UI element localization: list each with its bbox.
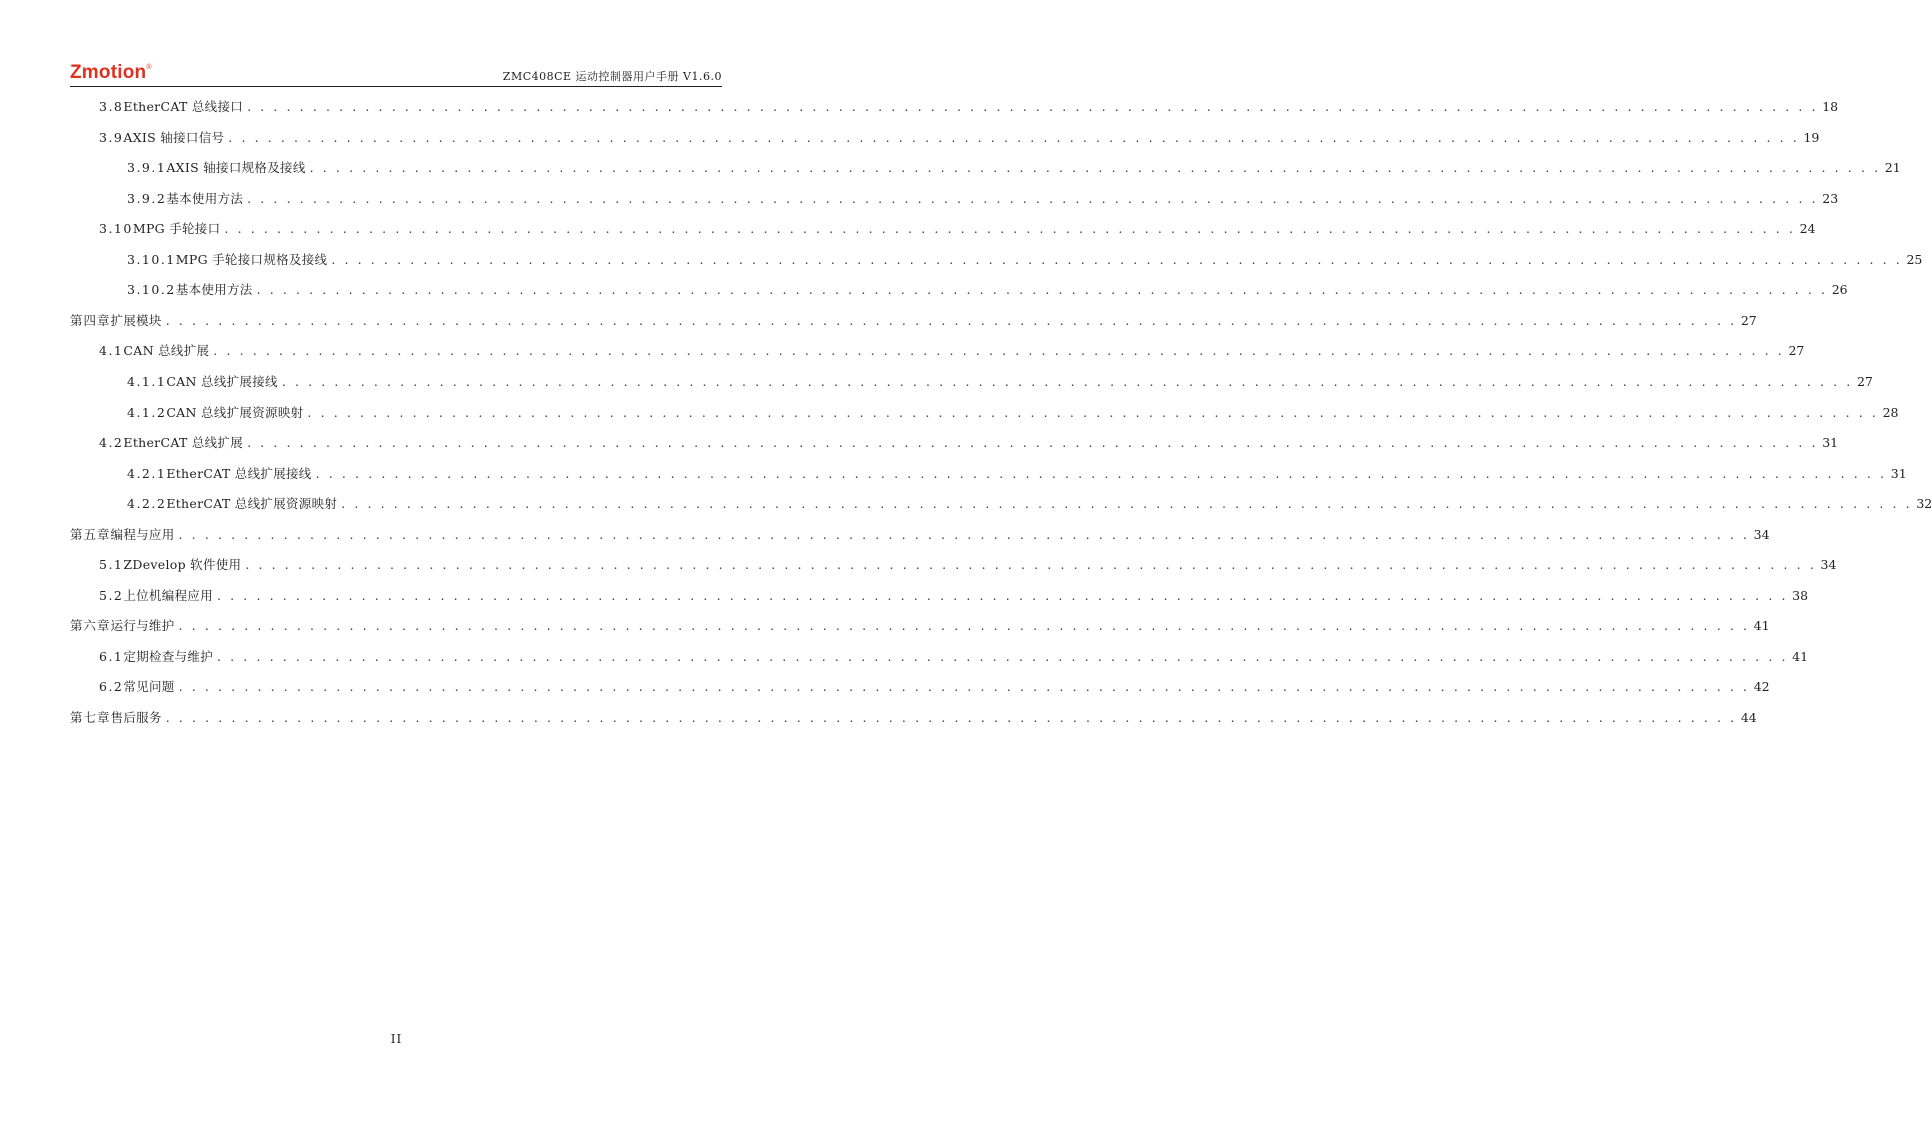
toc-dot-leader: . . . . . . . . . . . . . . . . . . . . . . . . . . . . . . . . . . . . . . . . . . . . . . . . . . . . . . . . . . . . . . . . . . . . . . . . . . . . . . . . . . . . . . . . . . . . . . . . . . . . . . . . . . . . . . . . . . . . . . . . [178,526,1750,542]
toc-entry-number: 第五章 [70,526,111,542]
toc-entry[interactable] [70,402,1899,424]
toc-dot-leader: . . . . . . . . . . . . . . . . . . . . . . . . . . . . . . . . . . . . . . . . . . . . . . . . . . . . . . . . . . . . . . . . . . . . . . . . . . . . . . . . . . . . . . . . . . . . . . . . . . . . . . . . . . . . . . . . . . . . . . . . [256,282,1828,298]
toc-entry-page: 42 [1753,679,1770,695]
toc-dot-leader: . . . . . . . . . . . . . . . . . . . . . . . . . . . . . . . . . . . . . . . . . . . . . . . . . . . . . . . . . . . . . . . . . . . . . . . . . . . . . . . . . . . . . . . . . . . . . . . . . . . . . . . . . . . . . . . . . . . . . . . . [217,587,1789,603]
toc-entry-number: 第七章 [70,710,111,725]
toc-entry-page: 26 [1831,282,1848,298]
toc-entry[interactable] [70,157,1901,179]
toc-entry[interactable] [70,585,1809,607]
toc-dot-leader: . . . . . . . . . . . . . . . . . . . . . . . . . . . . . . . . . . . . . . . . . . . . . . . . . . . . . . . . . . . . . . . . . . . . . . . . . . . . . . . . . . . . . . . . . . . . . . . . . . . . . . . . . . . . . . . . . . . . . . . . [281,373,1853,389]
toc-entry-number: 6.2 [99,679,124,695]
toc-entry-page: 41 [1792,648,1809,664]
toc-entry[interactable] [70,218,1816,240]
toc-dot-leader: . . . . . . . . . . . . . . . . . . . . . . . . . . . . . . . . . . . . . . . . . . . . . . . . . . . . . . . . . . . . . . . . . . . . . . . . . . . . . . . . . . . . . . . . . . . . . . . . . . . . . . . . . . . . . . . . . . . . . . . . [245,557,1817,573]
toc-entry-page: 38 [1792,587,1809,603]
toc-entry-title: 运行与维护 [110,618,175,634]
toc-entry[interactable] [70,524,1770,546]
toc-entry-number: 5.1 [99,557,124,573]
toc-entry[interactable] [70,279,1848,301]
toc-dot-leader: . . . . . . . . . . . . . . . . . . . . . . . . . . . . . . . . . . . . . . . . . . . . . . . . . . . . . . . . . . . . . . . . . . . . . . . . . . . . . . . . . . . . . . . . . . . . . . . . . . . . . . . . . . . . . . . . . . . . . . . . [178,679,1750,695]
toc-entry-title: EtherCAT 总线接口 [123,99,244,114]
toc-dot-leader: . . . . . . . . . . . . . . . . . . . . . . . . . . . . . . . . . . . . . . . . . . . . . . . . . . . . . . . . . . . . . . . . . . . . . . . . . . . . . . . . . . . . . . . . . . . . . . . . . . . . . . . . . . . . . . . . . . . . . . . . [213,343,1785,359]
toc-entry-title: 基本使用方法 [166,190,244,206]
page-header [70,58,722,87]
toc-entry-page: 27 [1740,312,1757,328]
document-title: ZMC408CE 运动控制器用户手册 V1.6.0 [502,70,722,83]
toc-entry[interactable] [70,493,1932,515]
toc-entry-title: 扩展模块 [110,312,162,328]
toc-entry-page: 41 [1753,618,1770,634]
toc-entry-title: 售后服务 [110,710,162,725]
toc-entry-page: 27 [1788,343,1805,359]
toc-entry-title: CAN 总线扩展接线 [166,373,278,389]
toc-entry-page: 18 [1822,99,1839,114]
toc-entry[interactable] [70,96,1839,118]
toc-entry-page: 32 [1916,496,1932,512]
toc-dot-leader: . . . . . . . . . . . . . . . . . . . . . . . . . . . . . . . . . . . . . . . . . . . . . . . . . . . . . . . . . . . . . . . . . . . . . . . . . . . . . . . . . . . . . . . . . . . . . . . . . . . . . . . . . . . . . . . . . . . . . . . . [165,312,1737,328]
toc-entry-number: 4.2 [99,435,124,451]
toc-dot-leader: . . . . . . . . . . . . . . . . . . . . . . . . . . . . . . . . . . . . . . . . . . . . . . . . . . . . . . . . . . . . . . . . . . . . . . . . . . . . . . . . . . . . . . . . . . . . . . . . . . . . . . . . . . . . . . . . . . . . . . . . [331,251,1903,267]
toc-entry-number: 3.8 [99,99,124,114]
toc-entry-title: EtherCAT 总线扩展接线 [166,465,312,481]
toc-entry-title: MPG 手轮接口 [132,221,221,237]
toc-entry-page: 28 [1882,404,1899,420]
toc-entry[interactable] [70,249,1923,271]
toc-entry-title: CAN 总线扩展 [123,343,210,359]
toc-dot-leader: . . . . . . . . . . . . . . . . . . . . . . . . . . . . . . . . . . . . . . . . . . . . . . . . . . . . . . . . . . . . . . . . . . . . . . . . . . . . . . . . . . . . . . . . . . . . . . . . . . . . . . . . . . . . . . . . . . . . . . . . [247,190,1819,206]
toc-entry-number: 4.1.2 [127,404,167,420]
toc-entry-number: 第六章 [70,618,111,634]
toc-entry-title: 编程与应用 [110,526,175,542]
toc-entry-number: 3.9 [99,129,124,145]
toc-entry-number: 3.10 [99,221,133,237]
toc-entry[interactable] [70,310,1757,332]
toc-entry-title: EtherCAT 总线扩展资源映射 [166,496,338,512]
toc-entry[interactable] [70,615,1770,637]
toc-entry[interactable] [70,707,1757,729]
toc-entry-title: 定期检查与维护 [123,648,213,664]
toc-dot-leader: . . . . . . . . . . . . . . . . . . . . . . . . . . . . . . . . . . . . . . . . . . . . . . . . . . . . . . . . . . . . . . . . . . . . . . . . . . . . . . . . . . . . . . . . . . . . . . . . . . . . . . . . . . . . . . . . . . . . . . . . [178,618,1750,634]
toc-dot-leader: . . . . . . . . . . . . . . . . . . . . . . . . . . . . . . . . . . . . . . . . . . . . . . . . . . . . . . . . . . . . . . . . . . . . . . . . . . . . . . . . . . . . . . . . . . . . . . . . . . . . . . . . . . . . . . . . . . . . . . . . [165,710,1737,725]
toc-entry-page: 44 [1740,710,1757,725]
toc-dot-leader: . . . . . . . . . . . . . . . . . . . . . . . . . . . . . . . . . . . . . . . . . . . . . . . . . . . . . . . . . . . . . . . . . . . . . . . . . . . . . . . . . . . . . . . . . . . . . . . . . . . . . . . . . . . . . . . . . . . . . . . . [315,465,1887,481]
toc-entry-page: 31 [1890,465,1907,481]
toc-entry[interactable] [70,554,1837,576]
toc-entry-title: MPG 手轮接口规格及接线 [175,251,328,267]
toc-entry-page: 34 [1753,526,1770,542]
toc-entry[interactable] [70,188,1839,210]
registered-mark: ® [146,64,152,71]
zmotion-logo [70,62,152,84]
toc-entry-number: 4.1 [99,343,124,359]
toc-entry-page: 24 [1799,221,1816,237]
toc-entry-number: 第四章 [70,312,111,328]
toc-entry-number: 4.2.1 [127,465,167,481]
toc-dot-leader: . . . . . . . . . . . . . . . . . . . . . . . . . . . . . . . . . . . . . . . . . . . . . . . . . . . . . . . . . . . . . . . . . . . . . . . . . . . . . . . . . . . . . . . . . . . . . . . . . . . . . . . . . . . . . . . . . . . . . . . . [247,435,1819,451]
toc-entry-page: 21 [1884,160,1901,176]
page-number: II [390,1032,403,1046]
toc-entry-page: 19 [1803,129,1820,145]
toc-entry[interactable] [70,340,1805,362]
toc-entry-number: 3.9.2 [127,190,167,206]
toc-entry-title: ZDevelop 软件使用 [123,557,242,573]
toc-entry-title: AXIS 轴接口信号 [123,129,225,145]
toc-entry[interactable] [70,432,1839,454]
toc-entry[interactable] [70,646,1809,668]
toc-entry[interactable] [70,371,1873,393]
toc-entry[interactable] [70,676,1770,698]
toc-entry-page: 31 [1822,435,1839,451]
toc-entry-number: 4.1.1 [127,373,167,389]
toc-dot-leader: . . . . . . . . . . . . . . . . . . . . . . . . . . . . . . . . . . . . . . . . . . . . . . . . . . . . . . . . . . . . . . . . . . . . . . . . . . . . . . . . . . . . . . . . . . . . . . . . . . . . . . . . . . . . . . . . . . . . . . . . [228,129,1800,145]
toc-entry-number: 4.2.2 [127,496,167,512]
toc-entry-title: AXIS 轴接口规格及接线 [166,160,306,176]
toc-entry-page: 25 [1906,251,1923,267]
toc-entry-number: 3.9.1 [127,160,167,176]
toc-dot-leader: . . . . . . . . . . . . . . . . . . . . . . . . . . . . . . . . . . . . . . . . . . . . . . . . . . . . . . . . . . . . . . . . . . . . . . . . . . . . . . . . . . . . . . . . . . . . . . . . . . . . . . . . . . . . . . . . . . . . . . . . [307,404,1879,420]
toc-dot-leader: . . . . . . . . . . . . . . . . . . . . . . . . . . . . . . . . . . . . . . . . . . . . . . . . . . . . . . . . . . . . . . . . . . . . . . . . . . . . . . . . . . . . . . . . . . . . . . . . . . . . . . . . . . . . . . . . . . . . . . . . [247,99,1819,114]
toc-entry-number: 3.10.2 [127,282,176,298]
toc-entry-title: EtherCAT 总线扩展 [123,435,244,451]
toc-entry-number: 6.1 [99,648,124,664]
toc-dot-leader: . . . . . . . . . . . . . . . . . . . . . . . . . . . . . . . . . . . . . . . . . . . . . . . . . . . . . . . . . . . . . . . . . . . . . . . . . . . . . . . . . . . . . . . . . . . . . . . . . . . . . . . . . . . . . . . . . . . . . . . . [341,496,1913,512]
toc-dot-leader: . . . . . . . . . . . . . . . . . . . . . . . . . . . . . . . . . . . . . . . . . . . . . . . . . . . . . . . . . . . . . . . . . . . . . . . . . . . . . . . . . . . . . . . . . . . . . . . . . . . . . . . . . . . . . . . . . . . . . . . . [224,221,1796,237]
toc-entry-title: 上位机编程应用 [123,587,213,603]
toc-entry-title: 基本使用方法 [175,282,253,298]
toc-entry[interactable] [70,127,1820,149]
toc-entry-page: 27 [1856,373,1873,389]
toc-dot-leader: . . . . . . . . . . . . . . . . . . . . . . . . . . . . . . . . . . . . . . . . . . . . . . . . . . . . . . . . . . . . . . . . . . . . . . . . . . . . . . . . . . . . . . . . . . . . . . . . . . . . . . . . . . . . . . . . . . . . . . . . [217,648,1789,664]
toc-entry[interactable] [70,463,1907,485]
toc-entry-page: 23 [1822,190,1839,206]
toc-entry-number: 3.10.1 [127,251,176,267]
toc-entry-page: 34 [1820,557,1837,573]
logo-text: Zmotion [70,62,147,83]
toc-dot-leader: . . . . . . . . . . . . . . . . . . . . . . . . . . . . . . . . . . . . . . . . . . . . . . . . . . . . . . . . . . . . . . . . . . . . . . . . . . . . . . . . . . . . . . . . . . . . . . . . . . . . . . . . . . . . . . . . . . . . . . . . [309,160,1881,176]
toc-entry-number: 5.2 [99,587,124,603]
toc-entry-title: CAN 总线扩展资源映射 [166,404,304,420]
toc-entry-title: 常见问题 [123,679,175,695]
